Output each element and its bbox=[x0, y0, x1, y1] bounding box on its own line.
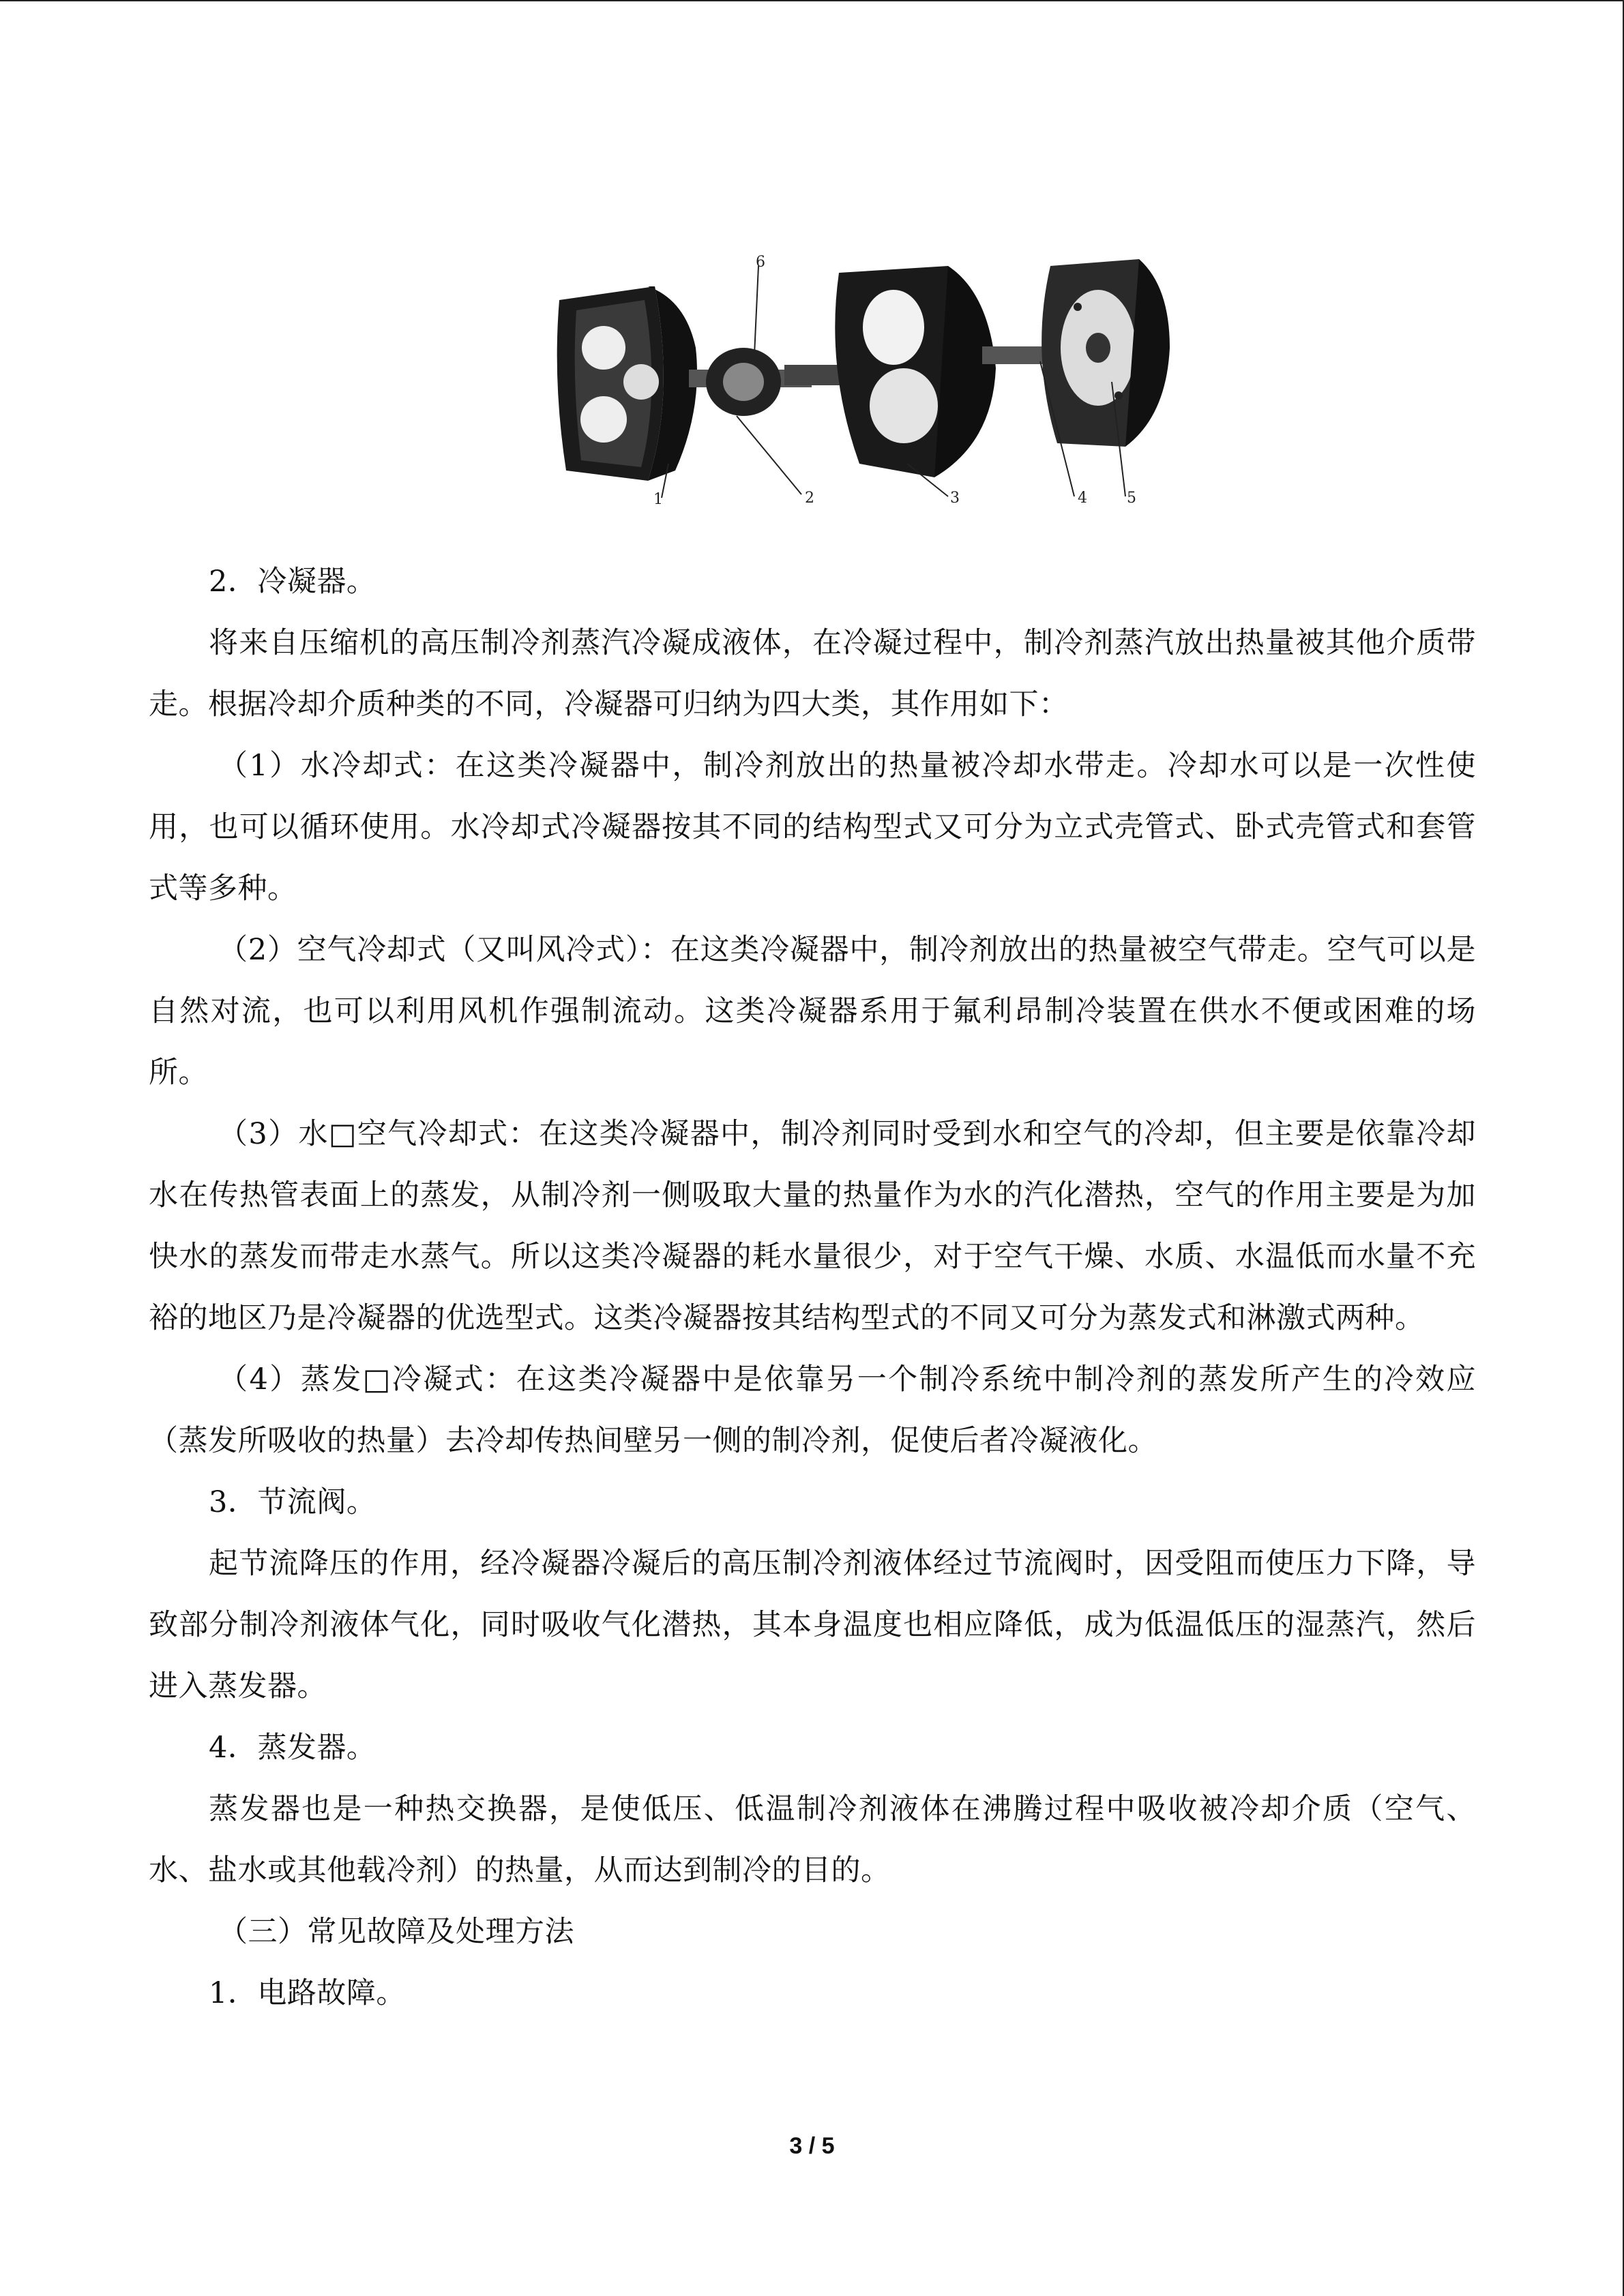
page-number: 3 / 5 bbox=[789, 2133, 835, 2159]
figure-label-4: 4 bbox=[1078, 490, 1087, 507]
crankshaft bbox=[689, 348, 846, 416]
section-heading-condenser: 2．冷凝器。 bbox=[209, 565, 377, 599]
paragraph-throttle-valve: 起节流降压的作用，经冷凝器冷凝后的高压制冷剂液体经过节流阀时，因受阻而使压力下降，导致部分制冷剂液体气化，同时吸收气化潜热，其本身温度也相应降低，成为低温低压的湿蒸汽，然后进入蒸发器。 bbox=[149, 1547, 1476, 1703]
document-body bbox=[149, 551, 1476, 2024]
paragraph-condenser-intro: 将来自压缩机的高压制冷剂蒸汽冷凝成液体，在冷凝过程中，制冷剂蒸汽放出热量被其他介质带走。根据冷却介质种类的不同，冷凝器可归纳为四大类，其作用如下： bbox=[149, 626, 1476, 721]
end-cover-right bbox=[1042, 259, 1170, 447]
end-cover-left bbox=[557, 286, 697, 481]
figure-label-3: 3 bbox=[950, 490, 960, 507]
figure-label-6: 6 bbox=[756, 254, 765, 271]
paragraph-evaporative-condensing: （4）蒸发□冷凝式：在这类冷凝器中是依靠另一个制冷系统中制冷剂的蒸发所产生的冷效应（蒸发所吸收的热量）去冷却传热间壁另一侧的制冷剂，促使后者冷凝液化。 bbox=[149, 1362, 1476, 1458]
compressor-drawing bbox=[539, 245, 1187, 511]
paragraph-air-cooled: （2）空气冷却式（又叫风冷式）：在这类冷凝器中，制冷剂放出的热量被空气带走。空气可以是自然对流，也可以利用风机作强制流动。这类冷凝器系用于氟利昂制冷装置在供水不便或困难的场所。 bbox=[149, 933, 1476, 1090]
compressor-exploded-figure bbox=[539, 245, 1187, 511]
figure-label-1: 1 bbox=[653, 491, 663, 508]
figure-label-5: 5 bbox=[1127, 490, 1136, 507]
cylinder-body bbox=[835, 266, 996, 477]
section-heading-common-faults: （三）常见故障及处理方法 bbox=[218, 1915, 574, 1949]
paragraph-water-cooled: （1）水冷却式：在这类冷凝器中，制冷剂放出的热量被冷却水带走。冷却水可以是一次性使用，也可以循环使用。水冷却式冷凝器按其不同的结构型式又可分为立式壳管式、卧式壳管式和套管式等多种。 bbox=[149, 749, 1476, 906]
section-heading-circuit-faults: 1．电路故障。 bbox=[209, 1976, 406, 2010]
section-heading-throttle-valve: 3．节流阀。 bbox=[209, 1485, 377, 1519]
section-heading-evaporator: 4．蒸发器。 bbox=[209, 1731, 377, 1765]
paragraph-water-air-cooled: （3）水□空气冷却式：在这类冷凝器中，制冷剂同时受到水和空气的冷却，但主要是依靠冷却水在传热管表面上的蒸发，从制冷剂一侧吸取大量的热量作为水的汽化潜热，空气的作用主要是为加快水的蒸发而带走水蒸气。所以这类冷凝器的耗水量很少，对于空气干燥、水质、水温低而水量不充裕的地区乃是冷凝器的优选型式。这类冷凝器按其结构型式的不同又可分为蒸发式和淋激式两种。 bbox=[149, 1117, 1476, 1335]
paragraph-evaporator: 蒸发器也是一种热交换器，是使低压、低温制冷剂液体在沸腾过程中吸收被冷却介质（空气、水、盐水或其他载冷剂）的热量，从而达到制冷的目的。 bbox=[149, 1792, 1476, 1888]
figure-label-2: 2 bbox=[805, 490, 814, 507]
